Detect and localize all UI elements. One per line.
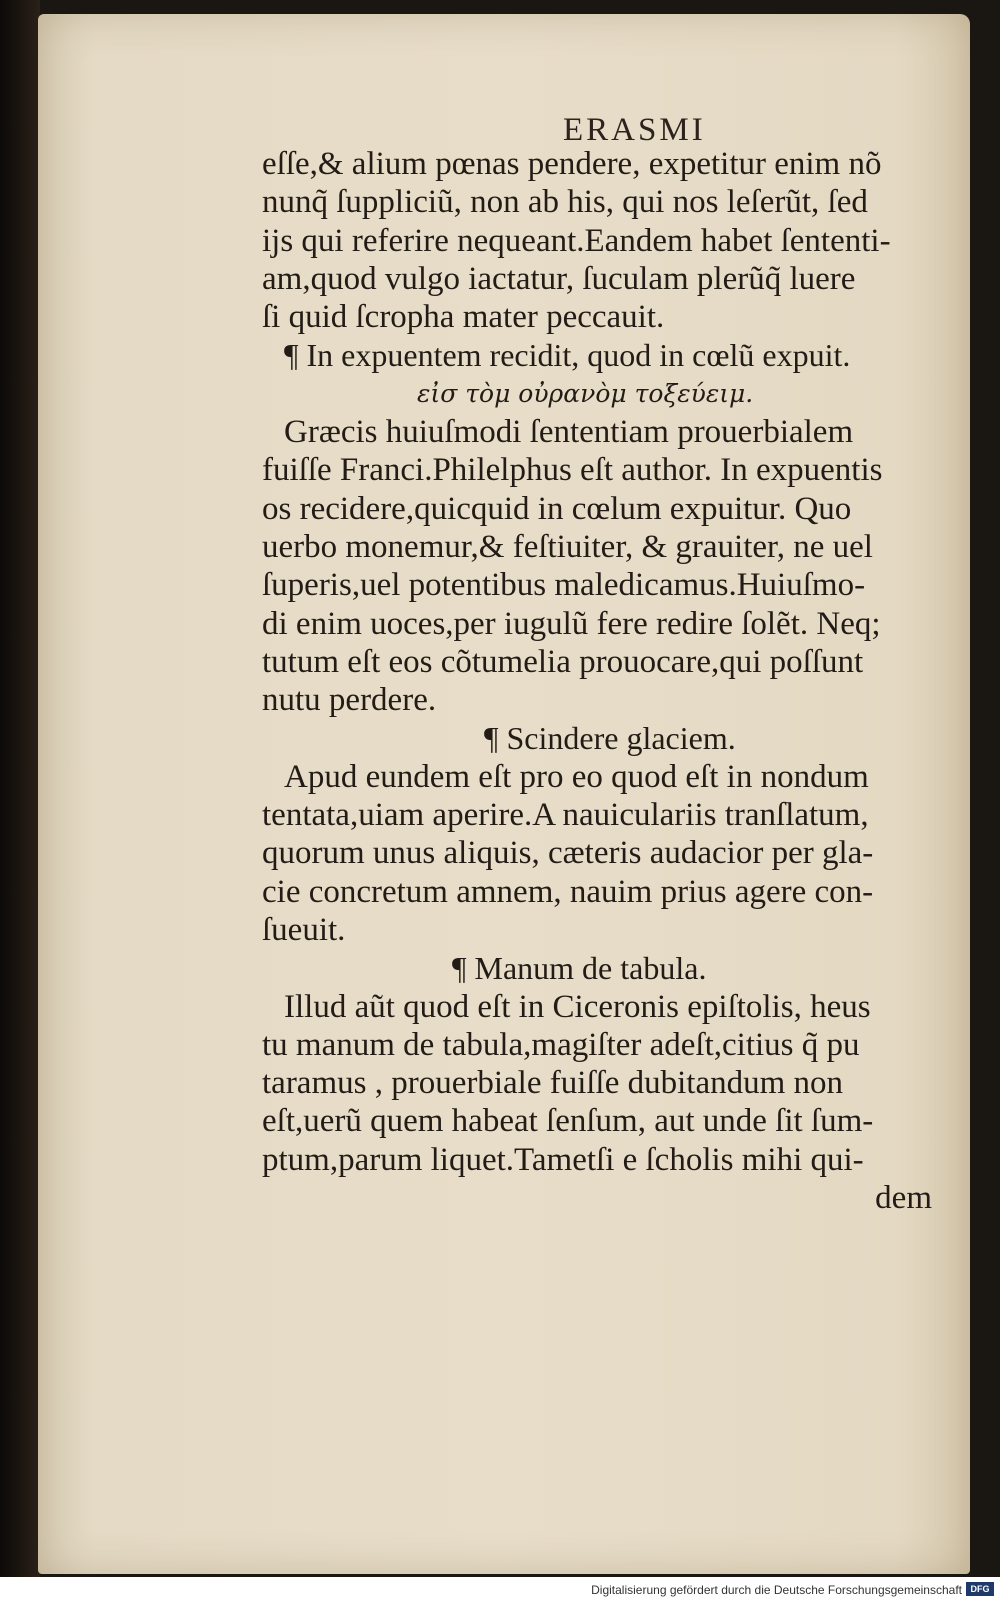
text-line: tu manum de tabula,magiſter adeſt,citius q̃ pu — [262, 1026, 860, 1063]
running-head: ERASMI — [563, 112, 706, 148]
text-line: Græcis huiuſmodi ſententiam prouerbialem — [284, 414, 854, 451]
dfg-logo: DFG — [966, 1582, 994, 1596]
text-line: tutum eſt eos cõtumelia prouocare,qui poſſunt — [262, 643, 864, 680]
text-line: di enim uoces,per iugulũ fere redire ſolẽt. Neq; — [262, 605, 881, 642]
book-edge-shadow — [0, 0, 40, 1580]
text-line: Illud aũt quod eſt in Ciceronis epiſtolis, heus — [284, 988, 871, 1025]
text-line: nutu perdere. — [262, 682, 437, 719]
text-line: quorum unus aliquis, cæteris audacior per gla- — [262, 835, 874, 872]
text-line: ptum,parum liquet.Tametſi e ſcholis mihi qui- — [262, 1141, 864, 1178]
text-line: ijs qui referire nequeant.Eandem habet ſententi- — [262, 222, 891, 259]
footer-credit: Digitalisierung gefördert durch die Deutsche Forschungsgemeinschaft — [591, 1583, 962, 1597]
text-line: nunq̃ ſuppliciũ, non ab his, qui nos leſerũt, ſed — [262, 184, 868, 221]
text-line: ſi quid ſcropha mater peccauit. — [262, 299, 665, 336]
text-line: os recidere,quicquid in cœlum expuitur. Quo — [262, 490, 852, 527]
text-line: eſſe,& alium pœnas pendere, expetitur enim nõ — [262, 146, 882, 182]
text-line: fuiſſe Franci.Philelphus eſt author. In expuentis — [262, 452, 883, 489]
text-line: uerbo monemur,& feſtiuiter, & grauiter, ne uel — [262, 528, 873, 565]
greek-proverb: εἰσ τὸμ οὐρανὸμ τοξεύειμ. — [417, 378, 754, 408]
text-line: ſuperis,uel potentibus maledicamus.Huiuſmo- — [262, 567, 866, 604]
text-line: ſueuit. — [262, 911, 346, 948]
section-heading-glaciem: ¶ Scindere glaciem. — [484, 720, 736, 757]
text-line: cie concretum amnem, nauim prius agere con- — [262, 873, 874, 910]
text-line: taramus , prouerbiale fuiſſe dubitandum non — [262, 1065, 844, 1102]
text-line: tentata,uiam aperire.A nauiculariis tranſlatum, — [262, 797, 869, 834]
catchword: dem — [875, 1180, 932, 1217]
footer-bar — [0, 1577, 1000, 1608]
text-line: Apud eundem eſt pro eo quod eſt in nondum — [284, 758, 869, 795]
section-heading-expuentem: ¶ In expuentem recidit, quod in cœlũ expuit. — [284, 337, 851, 374]
text-line: am,quod vulgo iactatur, ſuculam plerũq̃ luere — [262, 260, 856, 297]
text-line: eſt,uerũ quem habeat ſenſum, aut unde ſit ſum- — [262, 1103, 874, 1140]
section-heading-tabula: ¶ Manum de tabula. — [452, 950, 707, 987]
page-text-block — [262, 145, 962, 1217]
